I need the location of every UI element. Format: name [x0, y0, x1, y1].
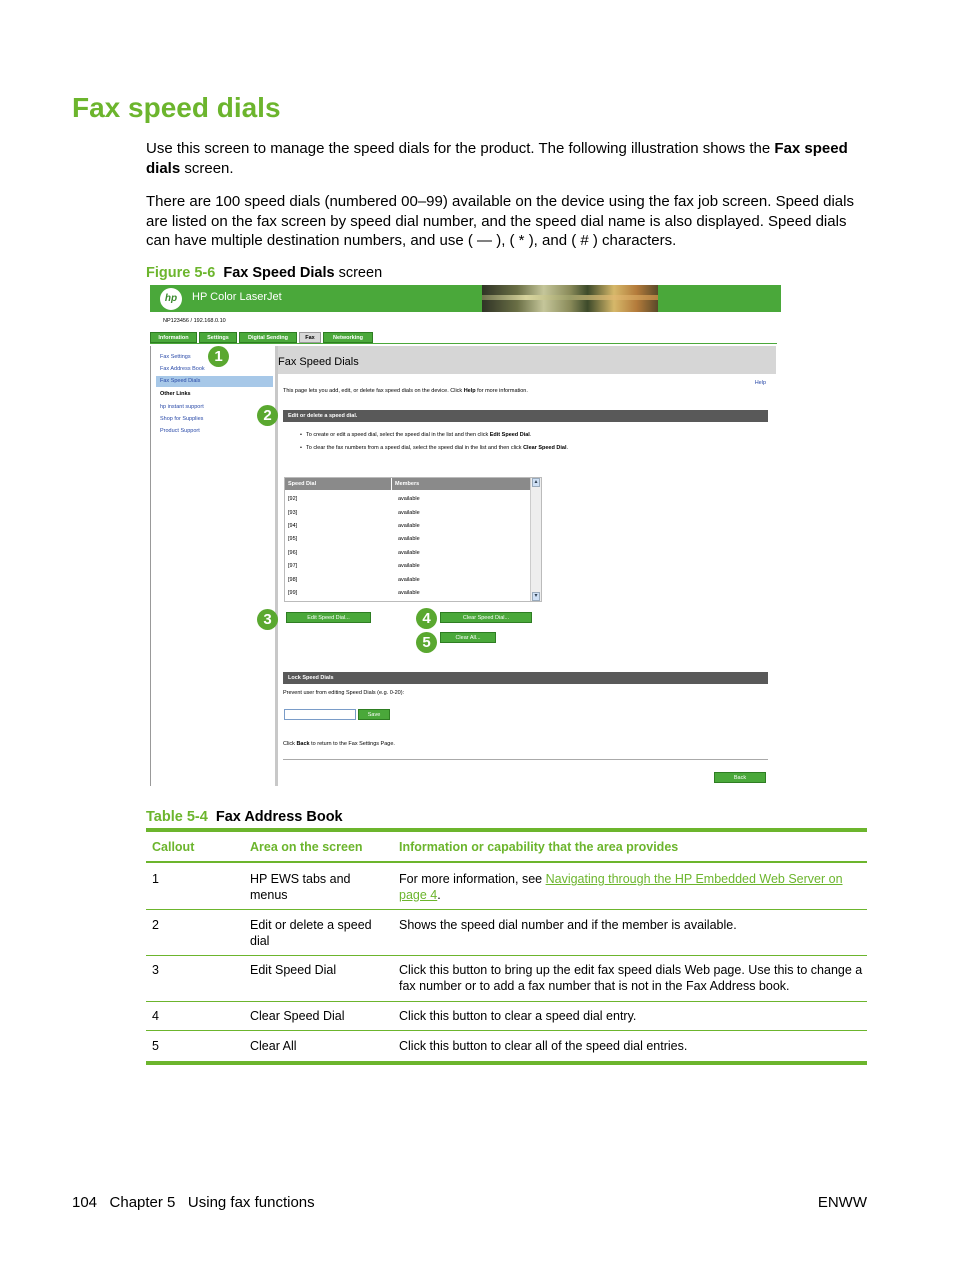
intro-paragraph-1	[146, 139, 868, 178]
row-member: available	[398, 577, 420, 583]
sidebar-item-fax-speed-dials[interactable]: Fax Speed Dials	[160, 378, 201, 384]
tab-settings[interactable]: Settings	[199, 332, 237, 343]
cell-info: Click this button to bring up the edit fax speed dials Web page. Use this to change a fax number or to add a fax number that is not in the Fax Address book.	[399, 963, 863, 993]
speed-dial-list[interactable]	[284, 477, 542, 602]
bullet-clear	[306, 445, 568, 451]
product-name: HP Color LaserJet	[192, 291, 282, 303]
figure-title-rest: screen	[334, 265, 383, 281]
tab-underline	[150, 343, 777, 344]
table-label: Table 5-4	[146, 809, 208, 825]
page-footer-right: ENWW	[817, 1194, 867, 1211]
speed-dial-list-header	[285, 478, 531, 490]
save-button[interactable]: Save	[358, 709, 390, 720]
intro-text: Use this screen to manage the speed dials for the product. The following illustration shows the	[146, 140, 775, 157]
sidebar-item-hp-instant-support[interactable]: hp instant support	[160, 404, 204, 410]
intro-paragraph-2: There are 100 speed dials (numbered 00–99) available on the device using the fax job screen. Speed dials are listed on the fax screen by speed dial number, and the speed dial name is also displayed. Speed dials can have multiple destination numbers, and use ( — ), ( * ), and ( # ) characters.	[146, 193, 854, 249]
content-intro	[283, 388, 528, 394]
callout-2: 2	[257, 405, 278, 426]
cell-info: Click this button to clear a speed dial entry.	[399, 1009, 637, 1023]
cell-callout: 4	[152, 1009, 159, 1023]
content-area	[278, 346, 776, 786]
device-ip: NP123456 / 192.168.0.10	[163, 318, 226, 324]
callout-4: 4	[416, 608, 437, 629]
tab-fax[interactable]: Fax	[299, 332, 321, 343]
sidebar-item-fax-settings[interactable]: Fax Settings	[160, 354, 191, 360]
sidebar-item-shop-for-supplies[interactable]: Shop for Supplies	[160, 416, 204, 422]
row-rule	[146, 909, 867, 910]
callout-5: 5	[416, 632, 437, 653]
row-dial: [95]	[288, 536, 298, 542]
fax-speed-dials-screenshot	[146, 285, 781, 786]
row-dial: [97]	[288, 563, 298, 569]
footer-divider	[283, 759, 768, 760]
cell-info: Click this button to clear all of the speed dial entries.	[399, 1039, 688, 1053]
tab-networking[interactable]: Networking	[323, 332, 373, 343]
header-photo	[482, 285, 658, 312]
table-top-rule	[146, 828, 867, 832]
row-member: available	[398, 523, 420, 529]
navigating-ews-link[interactable]: Navigating through the HP Embedded Web Server on page 4	[399, 872, 843, 902]
content-title: Fax Speed Dials	[278, 356, 359, 368]
cell-info-end: .	[437, 888, 441, 902]
back-instructions	[283, 741, 395, 747]
figure-caption	[146, 265, 382, 281]
row-member: available	[398, 536, 420, 542]
table-title: Fax Address Book	[215, 809, 343, 825]
header-callout: Callout	[152, 840, 195, 854]
bullet-clear-text: To clear the fax numbers from a speed dial, select the speed dial in the list and then click	[306, 445, 524, 451]
scroll-down-icon[interactable]: ▾	[532, 592, 540, 601]
row-member: available	[398, 590, 420, 596]
cell-info	[399, 871, 864, 903]
header-rule	[146, 861, 867, 863]
row-rule	[146, 1030, 867, 1031]
row-member: available	[398, 550, 420, 556]
ews-header	[150, 285, 482, 312]
row-dial: [96]	[288, 550, 298, 556]
hp-logo: hp	[160, 288, 182, 310]
page-footer-left: 104 Chapter 5 Using fax functions	[72, 1194, 315, 1211]
cell-info-text: For more information, see	[399, 872, 546, 886]
row-dial: [94]	[288, 523, 298, 529]
left-border	[150, 346, 151, 786]
bullet-edit-text: To create or edit a speed dial, select the speed dial in the list and then click	[306, 432, 490, 438]
figure-label: Figure 5-6	[146, 265, 216, 281]
back-text-end: to return to the Fax Settings Page.	[309, 741, 395, 747]
row-member: available	[398, 563, 420, 569]
page-title: Fax speed dials	[72, 92, 281, 123]
cell-callout: 5	[152, 1039, 159, 1053]
col-members: Members	[391, 478, 419, 490]
section-lock-speed-dials: Lock Speed Dials	[283, 672, 768, 684]
section-edit-delete: Edit or delete a speed dial.	[283, 410, 768, 422]
bullet-clear-end: .	[566, 445, 569, 451]
cell-area: Edit Speed Dial	[250, 963, 337, 977]
row-rule	[146, 955, 867, 956]
content-intro-text: This page lets you add, edit, or delete fax speed dials on the device. Click	[283, 388, 464, 394]
bullet-edit-bold: Edit Speed Dial	[489, 432, 530, 438]
cell-callout: 2	[152, 918, 159, 932]
bullet-edit	[306, 432, 531, 438]
bullet-edit-end: .	[529, 432, 532, 438]
table-bottom-rule	[146, 1061, 867, 1065]
intro-text-end: screen.	[180, 159, 234, 177]
content-intro-end: for more information.	[475, 388, 528, 394]
tab-digital-sending[interactable]: Digital Sending	[239, 332, 297, 343]
content-intro-bold: Help	[463, 388, 476, 394]
cell-area: Edit or delete a speed dial	[250, 918, 372, 948]
table-caption	[146, 809, 343, 825]
lock-description: Prevent user from editing Speed Dials (e.g. 0-20):	[283, 690, 405, 696]
lock-range-input[interactable]	[284, 709, 356, 720]
sidebar	[154, 346, 273, 786]
cell-area: HP EWS tabs and menus	[250, 872, 351, 902]
sidebar-other-links-heading: Other Links	[160, 391, 191, 397]
tab-information[interactable]: Information	[150, 332, 197, 343]
row-dial: [93]	[288, 510, 298, 516]
cell-area: Clear Speed Dial	[250, 1009, 345, 1023]
cell-callout: 3	[152, 963, 159, 977]
row-dial: [92]	[288, 496, 298, 502]
cell-area: Clear All	[250, 1039, 297, 1053]
col-speed-dial: Speed Dial	[288, 481, 317, 487]
sidebar-item-product-support[interactable]: Product Support	[160, 428, 200, 434]
back-text: Click	[283, 741, 297, 747]
header-area: Area on the screen	[250, 840, 363, 854]
row-dial: [99]	[288, 590, 298, 596]
row-rule	[146, 1001, 867, 1002]
row-member: available	[398, 496, 420, 502]
scroll-up-icon[interactable]: ▴	[532, 478, 540, 487]
header-info: Information or capability that the area provides	[399, 840, 679, 854]
edit-speed-dial-button[interactable]: Edit Speed Dial...	[286, 612, 371, 623]
cell-info: Shows the speed dial number and if the member is available.	[399, 918, 737, 932]
header-right-band	[658, 285, 781, 312]
list-scrollbar[interactable]	[530, 478, 541, 601]
row-member: available	[398, 510, 420, 516]
row-dial: [98]	[288, 577, 298, 583]
back-bold: Back	[296, 741, 310, 747]
bullet-clear-bold: Clear Speed Dial	[523, 445, 567, 451]
intro-bold: Fax speed dials	[146, 140, 848, 177]
sidebar-item-fax-address-book[interactable]: Fax Address Book	[160, 366, 205, 372]
callout-1: 1	[208, 346, 229, 367]
callout-3: 3	[257, 609, 278, 630]
back-button[interactable]: Back	[714, 772, 766, 783]
clear-all-button[interactable]: Clear All...	[440, 632, 496, 643]
cell-callout: 1	[152, 872, 159, 886]
figure-title: Fax Speed Dials	[223, 265, 335, 281]
clear-speed-dial-button[interactable]: Clear Speed Dial...	[440, 612, 532, 623]
help-link[interactable]: Help	[754, 380, 766, 386]
